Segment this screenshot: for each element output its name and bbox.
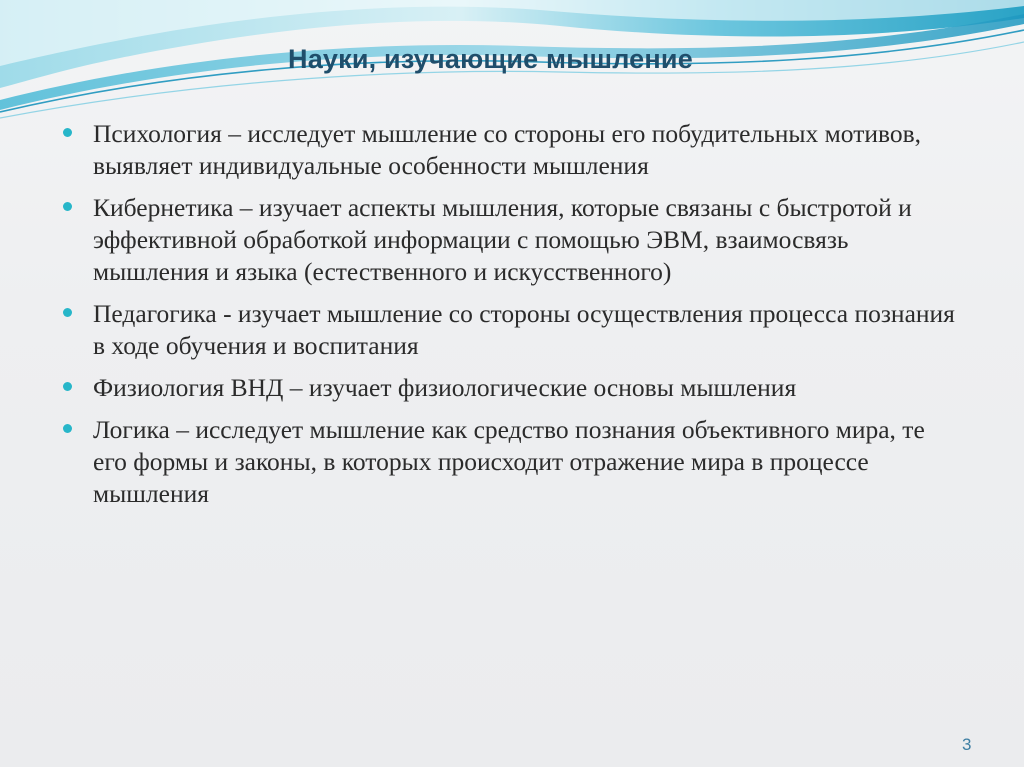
bullet-dot-icon: [63, 308, 72, 317]
bullet-dot-icon: [63, 128, 72, 137]
bullet-dot-icon: [63, 202, 72, 211]
list-item-text: Педагогика - изучает мышление со стороны осуществления процесса познания в ходе обучения и воспитания: [93, 299, 955, 360]
bullet-list: [60, 118, 960, 520]
list-item-text: Физиология ВНД – изучает физиологические основы мышления: [93, 373, 797, 402]
list-item: [60, 192, 960, 288]
page-number: 3: [962, 735, 972, 754]
bullet-dot-icon: [63, 382, 72, 391]
list-item-text: Логика – исследует мышление как средство познания объективного мира, те его формы и законы, в которых происходит отражение мира в процессе мышления: [93, 415, 925, 508]
list-item: [60, 118, 960, 182]
list-item-text: Психология – исследует мышление со стороны его побудительных мотивов, выявляет индивидуальные особенности мышления: [93, 119, 922, 180]
bullet-dot-icon: [63, 424, 72, 433]
list-item-text: Кибернетика – изучает аспекты мышления, которые связаны с быстротой и эффективной обработкой информации с помощью ЭВМ, взаимосвязь мышления и языка (естественного и искусственного): [93, 193, 912, 286]
list-item: [60, 414, 960, 510]
slide-title: Науки, изучающие мышление: [288, 44, 693, 74]
list-item: [60, 298, 960, 362]
list-item: [60, 372, 960, 404]
